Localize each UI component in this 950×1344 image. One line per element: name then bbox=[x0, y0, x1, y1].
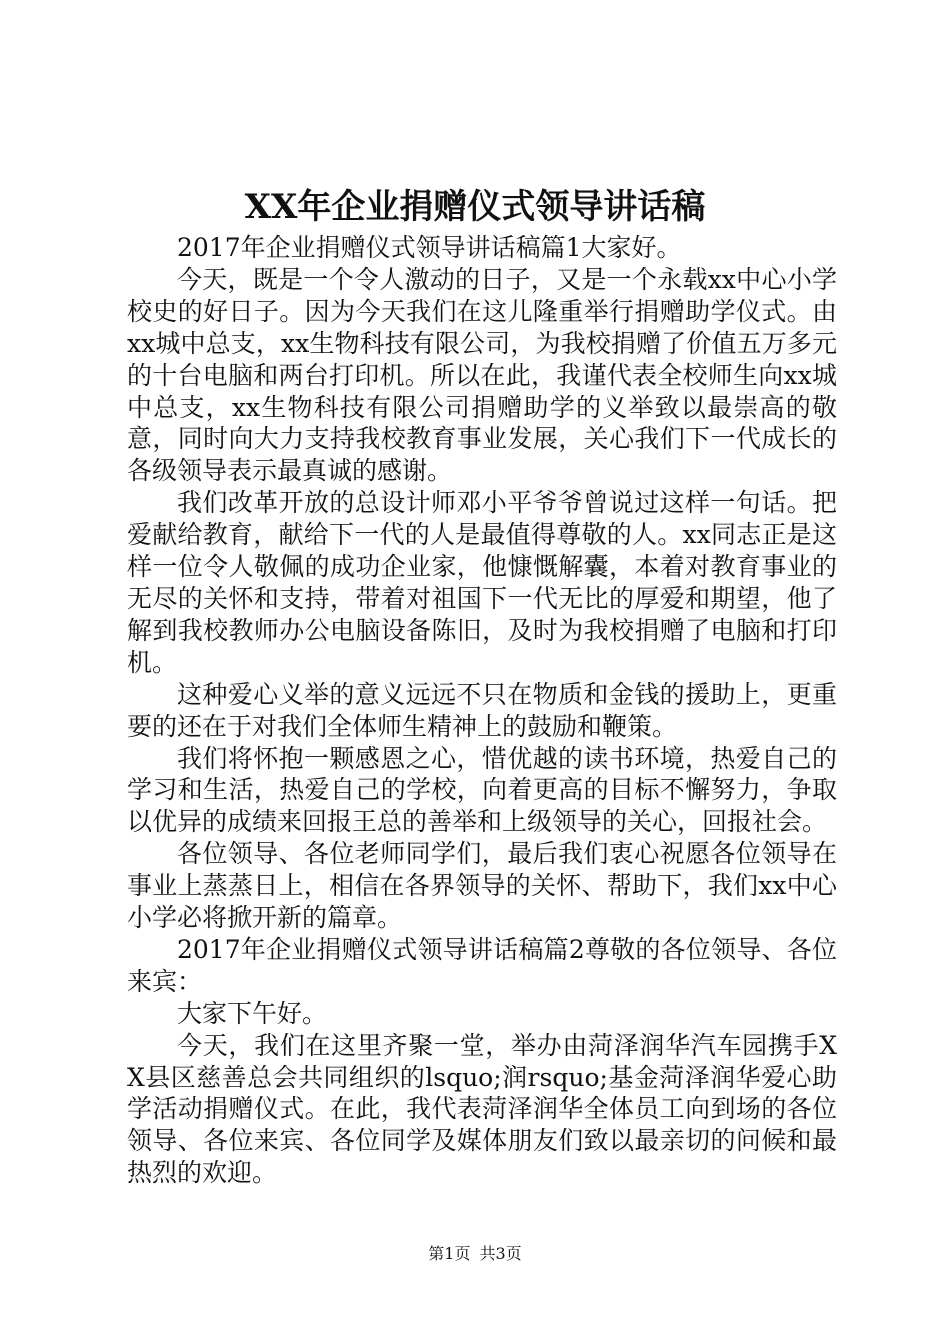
page-footer bbox=[0, 1242, 950, 1266]
document-title: XX年企业捐赠仪式领导讲话稿 bbox=[244, 187, 706, 227]
paragraph: 2017年企业捐赠仪式领导讲话稿篇2尊敬的各位领导、各位来宾： bbox=[127, 934, 837, 996]
paragraph: 今天，我们在这里齐聚一堂，举办由菏泽润华汽车园携手XX县区慈善总会共同组织的lsquo;润rsquo;基金菏泽润华爱心助学活动捐赠仪式。在此，我代表菏泽润华全体员工向到场的各位领导、各位来宾、各位同学及媒体朋友们致以最亲切的问候和最热烈的欢迎。 bbox=[127, 1030, 837, 1188]
paragraph: 这种爱心义举的意义远远不只在物质和金钱的援助上，更重要的还在于对我们全体师生精神上的鼓励和鞭策。 bbox=[127, 679, 837, 741]
paragraph: 大家下午好。 bbox=[177, 998, 328, 1028]
paragraph: 我们将怀抱一颗感恩之心，惜优越的读书环境，热爱自己的学习和生活，热爱自己的学校，向着更高的目标不懈努力，争取以优异的成绩来回报王总的善举和上级领导的关心，回报社会。 bbox=[127, 743, 837, 837]
page-number-total: 共3页 bbox=[479, 1244, 522, 1263]
page-number-current: 第1页 bbox=[428, 1244, 471, 1263]
paragraph: 我们改革开放的总设计师邓小平爷爷曾说过这样一句话。把爱献给教育，献给下一代的人是最值得尊敬的人。xx同志正是这样一位令人敬佩的成功企业家，他慷慨解囊，本着对教育事业的无尽的关怀和支持，带着对祖国下一代无比的厚爱和期望，他了解到我校教师办公电脑设备陈旧，及时为我校捐赠了电脑和打印机。 bbox=[127, 488, 837, 677]
paragraph: 2017年企业捐赠仪式领导讲话稿篇1大家好。 bbox=[177, 233, 682, 262]
paragraph: 今天，既是一个令人激动的日子，又是一个永载xx中心小学校史的好日子。因为今天我们在这儿隆重举行捐赠助学仪式。由xx城中总支，xx生物科技有限公司，为我校捐赠了价值五万多元的十台电脑和两台打印机。所以在此，我谨代表全校师生向xx城中总支，xx生物科技有限公司捐赠助学的义举致以最崇高的敬意，同时向大力支持我校教育事业发展，关心我们下一代成长的各级领导表示最真诚的感谢。 bbox=[127, 264, 837, 486]
paragraph: 各位领导、各位老师同学们，最后我们衷心祝愿各位领导在事业上蒸蒸日上，相信在各界领导的关怀、帮助下，我们xx中心小学必将掀开新的篇章。 bbox=[127, 839, 837, 933]
document-body bbox=[127, 232, 837, 1189]
